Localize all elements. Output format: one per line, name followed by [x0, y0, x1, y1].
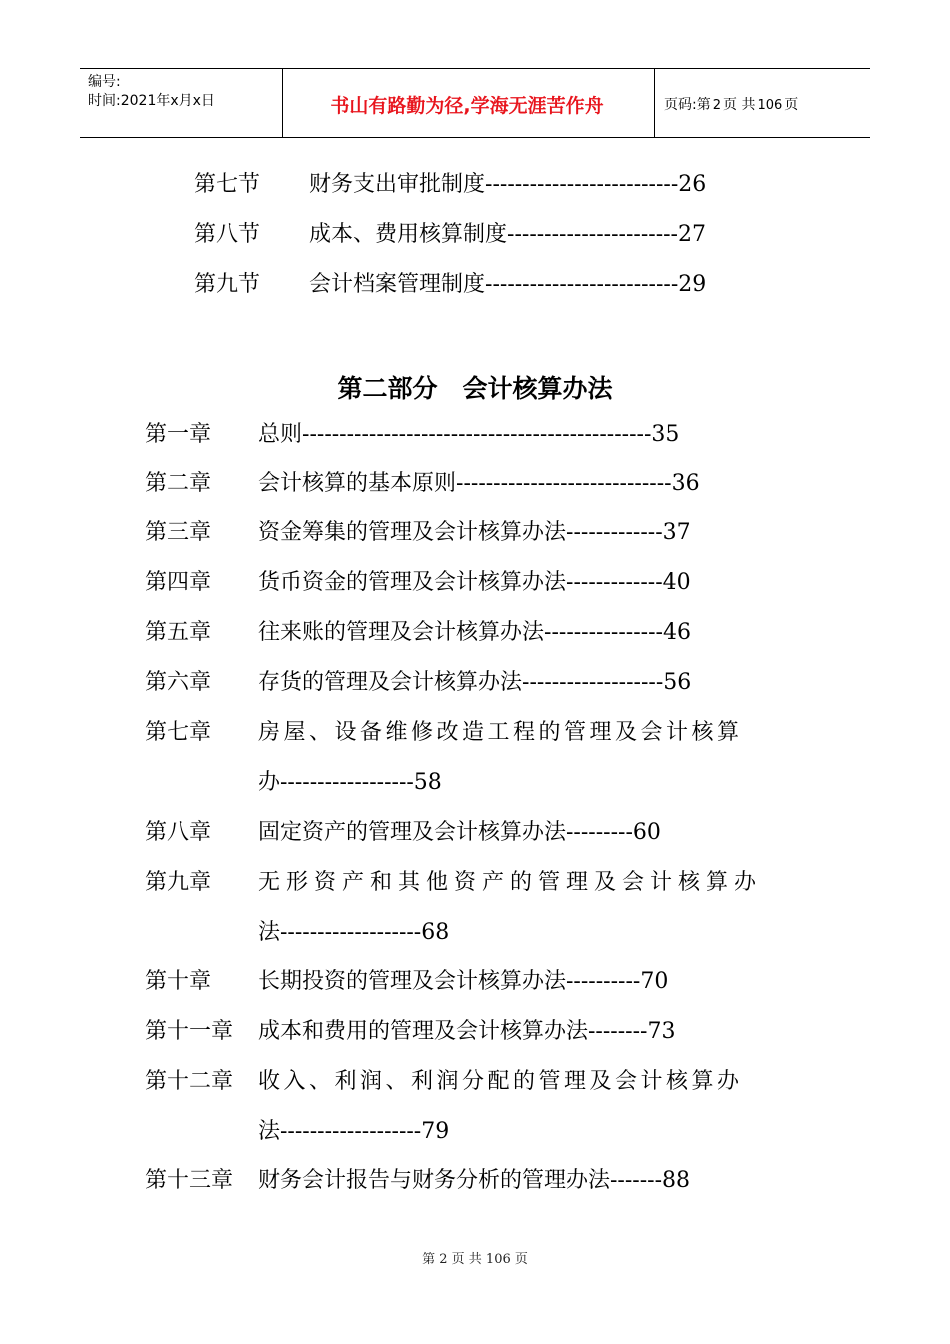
toc-chapter-entry: 会计核算的基本原则-----------------------------36 [258, 471, 700, 496]
toc-section-label: 第八节 [194, 222, 261, 247]
toc-chapter-entry: 总则-----------------------------------------------35 [258, 422, 680, 447]
toc-chapter-label: 第十一章 [145, 1019, 234, 1044]
toc-chapter-entry: 长期投资的管理及会计核算办法----------70 [258, 969, 669, 994]
toc-chapter-entry: 存货的管理及会计核算办法-------------------56 [258, 670, 692, 695]
date-label: 时间:2021年x月x日 [88, 93, 215, 109]
toc-chapter-entry-continued: 办------------------58 [258, 770, 442, 795]
toc-chapter-label: 第五章 [145, 620, 212, 645]
toc-chapter-entry: 收入、利润、利润分配的管理及会计核算办 [258, 1069, 743, 1094]
toc-chapter-entry: 固定资产的管理及会计核算办法---------60 [258, 820, 661, 845]
page-footer: 第 2 页 共 106 页 [422, 1252, 528, 1267]
toc-section-label: 第七节 [194, 172, 261, 197]
header-meta [88, 73, 215, 111]
toc-chapter-label: 第九章 [145, 870, 212, 895]
header-page-info [664, 94, 798, 114]
toc-chapter-label: 第七章 [145, 720, 212, 745]
toc-chapter-entry: 往来账的管理及会计核算办法----------------46 [258, 620, 691, 645]
page-total: 106 [757, 98, 783, 113]
toc-chapter-label: 第十三章 [145, 1168, 234, 1193]
toc-chapter-label: 第十章 [145, 969, 212, 994]
toc-chapter-label: 第四章 [145, 570, 212, 595]
toc-chapter-entry-continued: 法-------------------79 [258, 1119, 450, 1144]
toc-chapter-label: 第二章 [145, 471, 212, 496]
toc-chapter-entry: 资金筹集的管理及会计核算办法-------------37 [258, 520, 691, 545]
header-divider [654, 69, 655, 137]
toc-chapter-label: 第十二章 [145, 1069, 234, 1094]
header-motto: 书山有路勤为径,学海无涯苦作舟 [330, 95, 604, 117]
toc-chapter-label: 第一章 [145, 422, 212, 447]
toc-section-entry: 财务支出审批制度--------------------------26 [309, 172, 707, 197]
toc-chapter-entry: 无形资产和其他资产的管理及会计核算办 [258, 870, 763, 895]
toc-chapter-entry-continued: 法-------------------68 [258, 920, 450, 945]
toc-chapter-label: 第三章 [145, 520, 212, 545]
number-label: 编号: [88, 74, 121, 90]
page-current: 2 [712, 98, 721, 113]
page-mid: 页 共 [723, 97, 756, 113]
part-title: 第二部分 会计核算办法 [337, 374, 613, 403]
toc-chapter-entry: 房屋、设备维修改造工程的管理及会计核算 [258, 720, 743, 745]
toc-chapter-entry: 财务会计报告与财务分析的管理办法-------88 [258, 1168, 691, 1193]
toc-chapter-label: 第六章 [145, 670, 212, 695]
toc-chapter-entry: 货币资金的管理及会计核算办法-------------40 [258, 570, 691, 595]
page-prefix: 页码:第 [664, 97, 711, 113]
toc-section-label: 第九节 [194, 272, 261, 297]
toc-chapter-label: 第八章 [145, 820, 212, 845]
page-suffix: 页 [784, 97, 799, 113]
toc-section-entry: 会计档案管理制度--------------------------29 [309, 272, 707, 297]
toc-chapter-entry: 成本和费用的管理及会计核算办法--------73 [258, 1019, 676, 1044]
toc-section-entry: 成本、费用核算制度-----------------------27 [309, 222, 706, 247]
page-header [80, 68, 870, 138]
